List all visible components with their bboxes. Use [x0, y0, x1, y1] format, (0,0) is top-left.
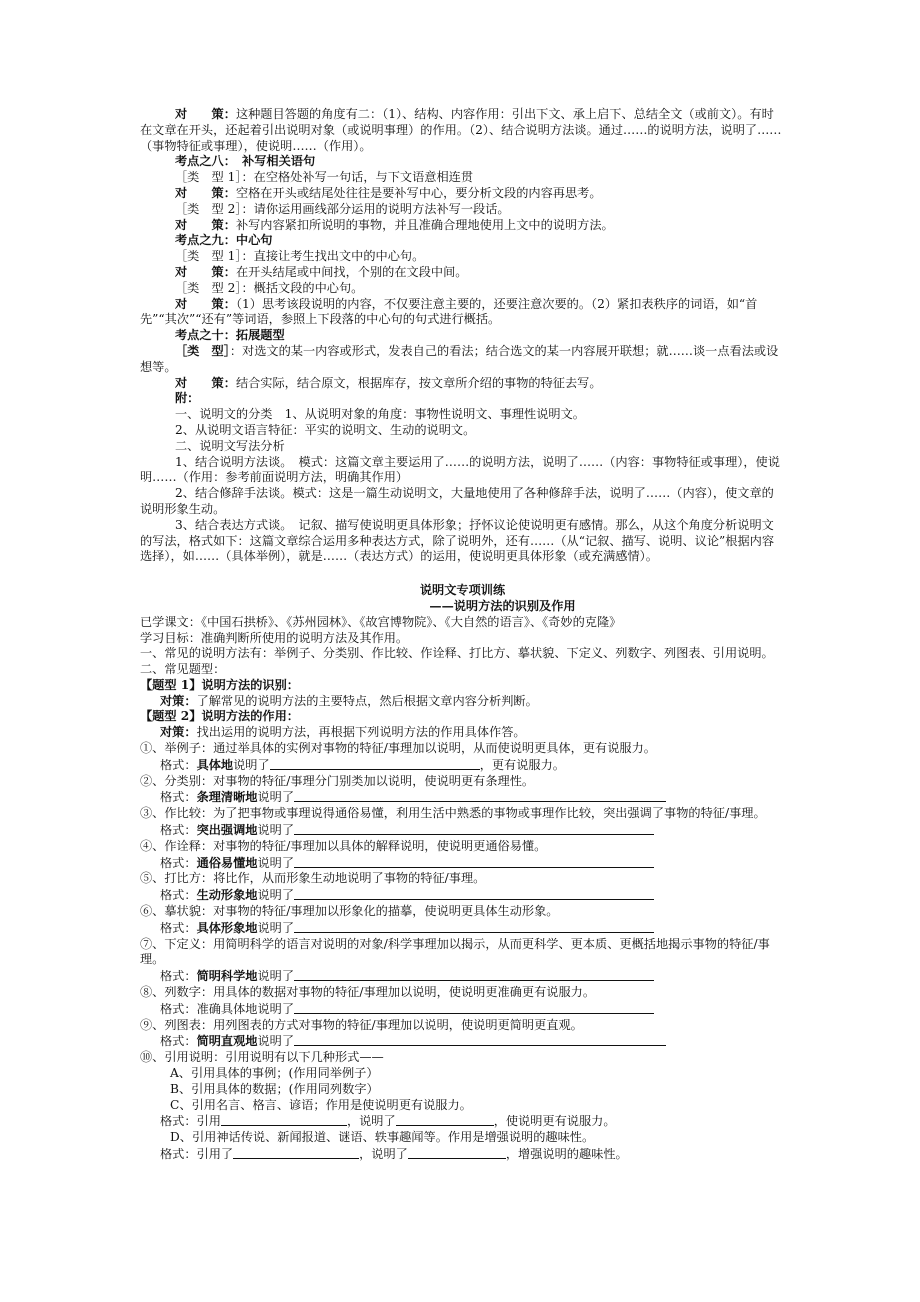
k10-type: ［类 型］：对选文的某一内容或形式，发表自己的看法；结合选文的某一内容展开联想；就……谈一点看法或设想等。: [140, 343, 779, 374]
format-2: 格式：条理清晰地说明了: [140, 789, 785, 806]
format-10-a: 格式：引用 ，说明了 ，使说明更有说服力。: [160, 1114, 616, 1129]
answer-blank[interactable]: [294, 968, 654, 981]
k9-strategy-2: 对 策：（1）思考该段说明的内容，不仅要注意主要的，还要注意次要的。（2）紧扣表秩序的词语，如“首先”“其次”“还有”等词语，参照上下段落的中心句的句式进行概括。: [140, 296, 758, 327]
answer-blank[interactable]: [294, 822, 654, 835]
appendix-line-6: 3、结合表达方式谈。 记叙、描写使说明更具体形象；抒怀议论使说明更有感情。那么，从这个角度分析说明文的写法，格式如下：这篇文章综合运用多种表达方式，除了说明外，还有……（从“记叙、描写、说明、议论”根据内容选择），如……（具体举例），就是……（表达方式）的运用，使说明更具体形象（或充满感情）。: [140, 517, 775, 564]
answer-blank[interactable]: [294, 920, 654, 933]
method-10-d: D、引用神话传说、新闻报道、谜语、轶事趣闻等。作用是增强说明的趣味性。: [170, 1130, 595, 1145]
format-7: 格式：简明科学地说明了: [140, 968, 785, 985]
kaodian-10-heading: 考点之十：拓展题型: [175, 328, 285, 343]
answer-blank[interactable]: [221, 1113, 347, 1126]
answer-blank[interactable]: [408, 1146, 506, 1159]
strategy-paragraph: 对 策：这种题目答题的角度有二：（1）、结构、内容作用：引出下文、承上启下、总结全文（或前文）。有时在文章在开头，还起着引出说明对象（或说明事理）的作用。（2）、结合说明方法谈。通过……的说明方法，说明了……（事物特征或事理），使说明……（作用）。: [140, 107, 782, 153]
section-subtitle: ——说明方法的识别及作用: [429, 598, 576, 613]
k9-type-2: ［类 型 2］：概括文段的中心句。: [175, 280, 364, 295]
k9-strategy-1: 对 策：在开头结尾或中间找，个别的在文段中间。: [175, 264, 468, 279]
format-1: 格式：具体地说明了 ，更有说服力。: [160, 757, 565, 772]
type-1-strategy: 对策：了解常见的说明方法的主要特点，然后根据文章内容分析判断。: [160, 693, 538, 708]
training-section: [140, 615, 785, 1163]
common-methods: 一、常见的说明方法有：举例子、分类别、作比较、作诠释、打比方、摹状貌、下定义、列数字、列图表、引用说明。: [140, 646, 774, 661]
method-7: ⑦、下定义：用简明科学的语言对说明的对象/科学事理加以揭示，从而更科学、更本质、更概括地揭示事物的特征/事理。: [140, 936, 770, 967]
common-types: 二、常见题型：: [140, 662, 226, 677]
method-10-c: C、引用名言、格言、谚语；作用是使说明更有说服力。: [170, 1097, 472, 1112]
appendix-line-1: 一、说明文的分类 1、从说明对象的角度：事物性说明文、事理性说明文。: [175, 407, 585, 422]
method-9: ⑨、列图表：用列图表的方式对事物的特征/事理加以说明，使说明更简明更直观。: [140, 1017, 583, 1032]
document-page: [140, 107, 785, 1163]
k8-strategy-1: 对 策：空格在开头或结尾处往往是要补写中心，要分析文段的内容再思考。: [175, 185, 602, 200]
learning-goal: 学习目标：准确判断所使用的说明方法及其作用。: [140, 630, 409, 645]
answer-blank[interactable]: [270, 757, 480, 770]
method-10-a: A、引用具体的事例；(作用同举例子）: [170, 1066, 379, 1081]
appendix-line-2: 2、从说明文语言特征：平实的说明文、生动的说明文。: [175, 422, 476, 437]
k8-strategy-2: 对 策：补写内容紧扣所说明的事物，并且准确合理地使用上文中的说明方法。: [175, 217, 614, 232]
answer-blank[interactable]: [233, 1146, 359, 1159]
type-1-heading: 【题型 1】说明方法的识别：: [140, 677, 299, 692]
answer-blank[interactable]: [294, 855, 654, 868]
answer-blank[interactable]: [294, 887, 654, 900]
k9-type-1: ［类 型 1］：直接让考生找出文中的中心句。: [175, 249, 425, 264]
method-2: ②、分类别：对事物的特征/事理分门别类加以说明，使说明更有条理性。: [140, 773, 535, 788]
method-6: ⑥、摹状貌：对事物的特征/事理加以形象化的描摹，使说明更具体生动形象。: [140, 904, 559, 919]
format-4: 格式：通俗易懂地说明了: [140, 855, 785, 872]
format-6: 格式：具体形象地说明了: [140, 920, 785, 937]
appendix-line-4: 1、结合说明方法谈。 模式：这篇文章主要运用了……的说明方法，说明了……（内容：事物特征或事理），使说明……（作用：参考前面说明方法，明确其作用）: [140, 454, 780, 485]
appendix-line-3: 二、说明文写法分析: [175, 438, 285, 453]
format-10-b: 格式：引用了 ，说明了 ，增强说明的趣味性。: [160, 1147, 628, 1161]
type-2-heading: 【题型 2】说明方法的作用：: [140, 709, 299, 724]
method-1: ①、举例子：通过举具体的实例对事物的特征/事理加以说明，从而使说明更具体，更有说服力。: [140, 741, 656, 756]
method-5: ⑤、打比方：将比作，从而形象生动地说明了事物的特征/事理。: [140, 871, 486, 886]
method-10-b: B、引用具体的数据；(作用同列数字）: [170, 1081, 379, 1096]
format-3: 格式：突出强调地说明了: [140, 822, 785, 839]
method-3: ③、作比较：为了把事物或事理说得通俗易懂，利用生活中熟悉的事物或事理作比较，突出强调了事物的特征/事理。: [140, 806, 766, 821]
appendix-line-5: 2、结合修辞手法谈。模式：这是一篇生动说明文，大量地使用了各种修辞手法，说明了……（内容），使文章的说明形象生动。: [140, 486, 774, 516]
appendix-heading: 附：: [175, 391, 200, 406]
method-4: ④、作诠释：对事物的特征/事理加以具体的解释说明，使说明更通俗易懂。: [140, 838, 547, 853]
answer-blank[interactable]: [294, 1001, 654, 1014]
k8-type-1: ［类 型 1］：在空格处补写一句话，与下文语意相连贯: [175, 170, 474, 185]
type-2-strategy: 对策：找出运用的说明方法，再根据下列说明方法的作用具体作答。: [160, 725, 526, 740]
learned-lessons: 已学课文：《中国石拱桥》、《苏州园林》、《故宫博物院》、《大自然的语言》、《奇妙的克隆》: [140, 614, 622, 629]
kaodian-8-heading: 考点之八： 补写相关语句: [175, 154, 316, 169]
section-title: 说明文专项训练: [419, 583, 506, 598]
method-10: ⑩、引用说明：引用说明有以下几种形式——: [140, 1050, 384, 1065]
method-8: ⑧、列数字：用具体的数据对事物的特征/事理加以说明，使说明更准确更有说服力。: [140, 985, 596, 1000]
kaodian-9-heading: 考点之九：中心句: [175, 233, 273, 248]
format-5: 格式：生动形象地说明了: [140, 887, 785, 904]
format-8: 格式：准确具体地说明了: [140, 1001, 785, 1018]
answer-blank[interactable]: [396, 1113, 494, 1126]
answer-blank[interactable]: [294, 1033, 666, 1046]
answer-blank[interactable]: [294, 789, 666, 802]
k10-strategy: 对 策：结合实际，结合原文，根据库存，按文章所介绍的事物的特征去写。: [175, 375, 602, 390]
format-9: 格式：简明直观地说明了: [140, 1033, 785, 1050]
k8-type-2: ［类 型 2］：请你运用画线部分运用的说明方法补写一段话。: [175, 201, 510, 216]
